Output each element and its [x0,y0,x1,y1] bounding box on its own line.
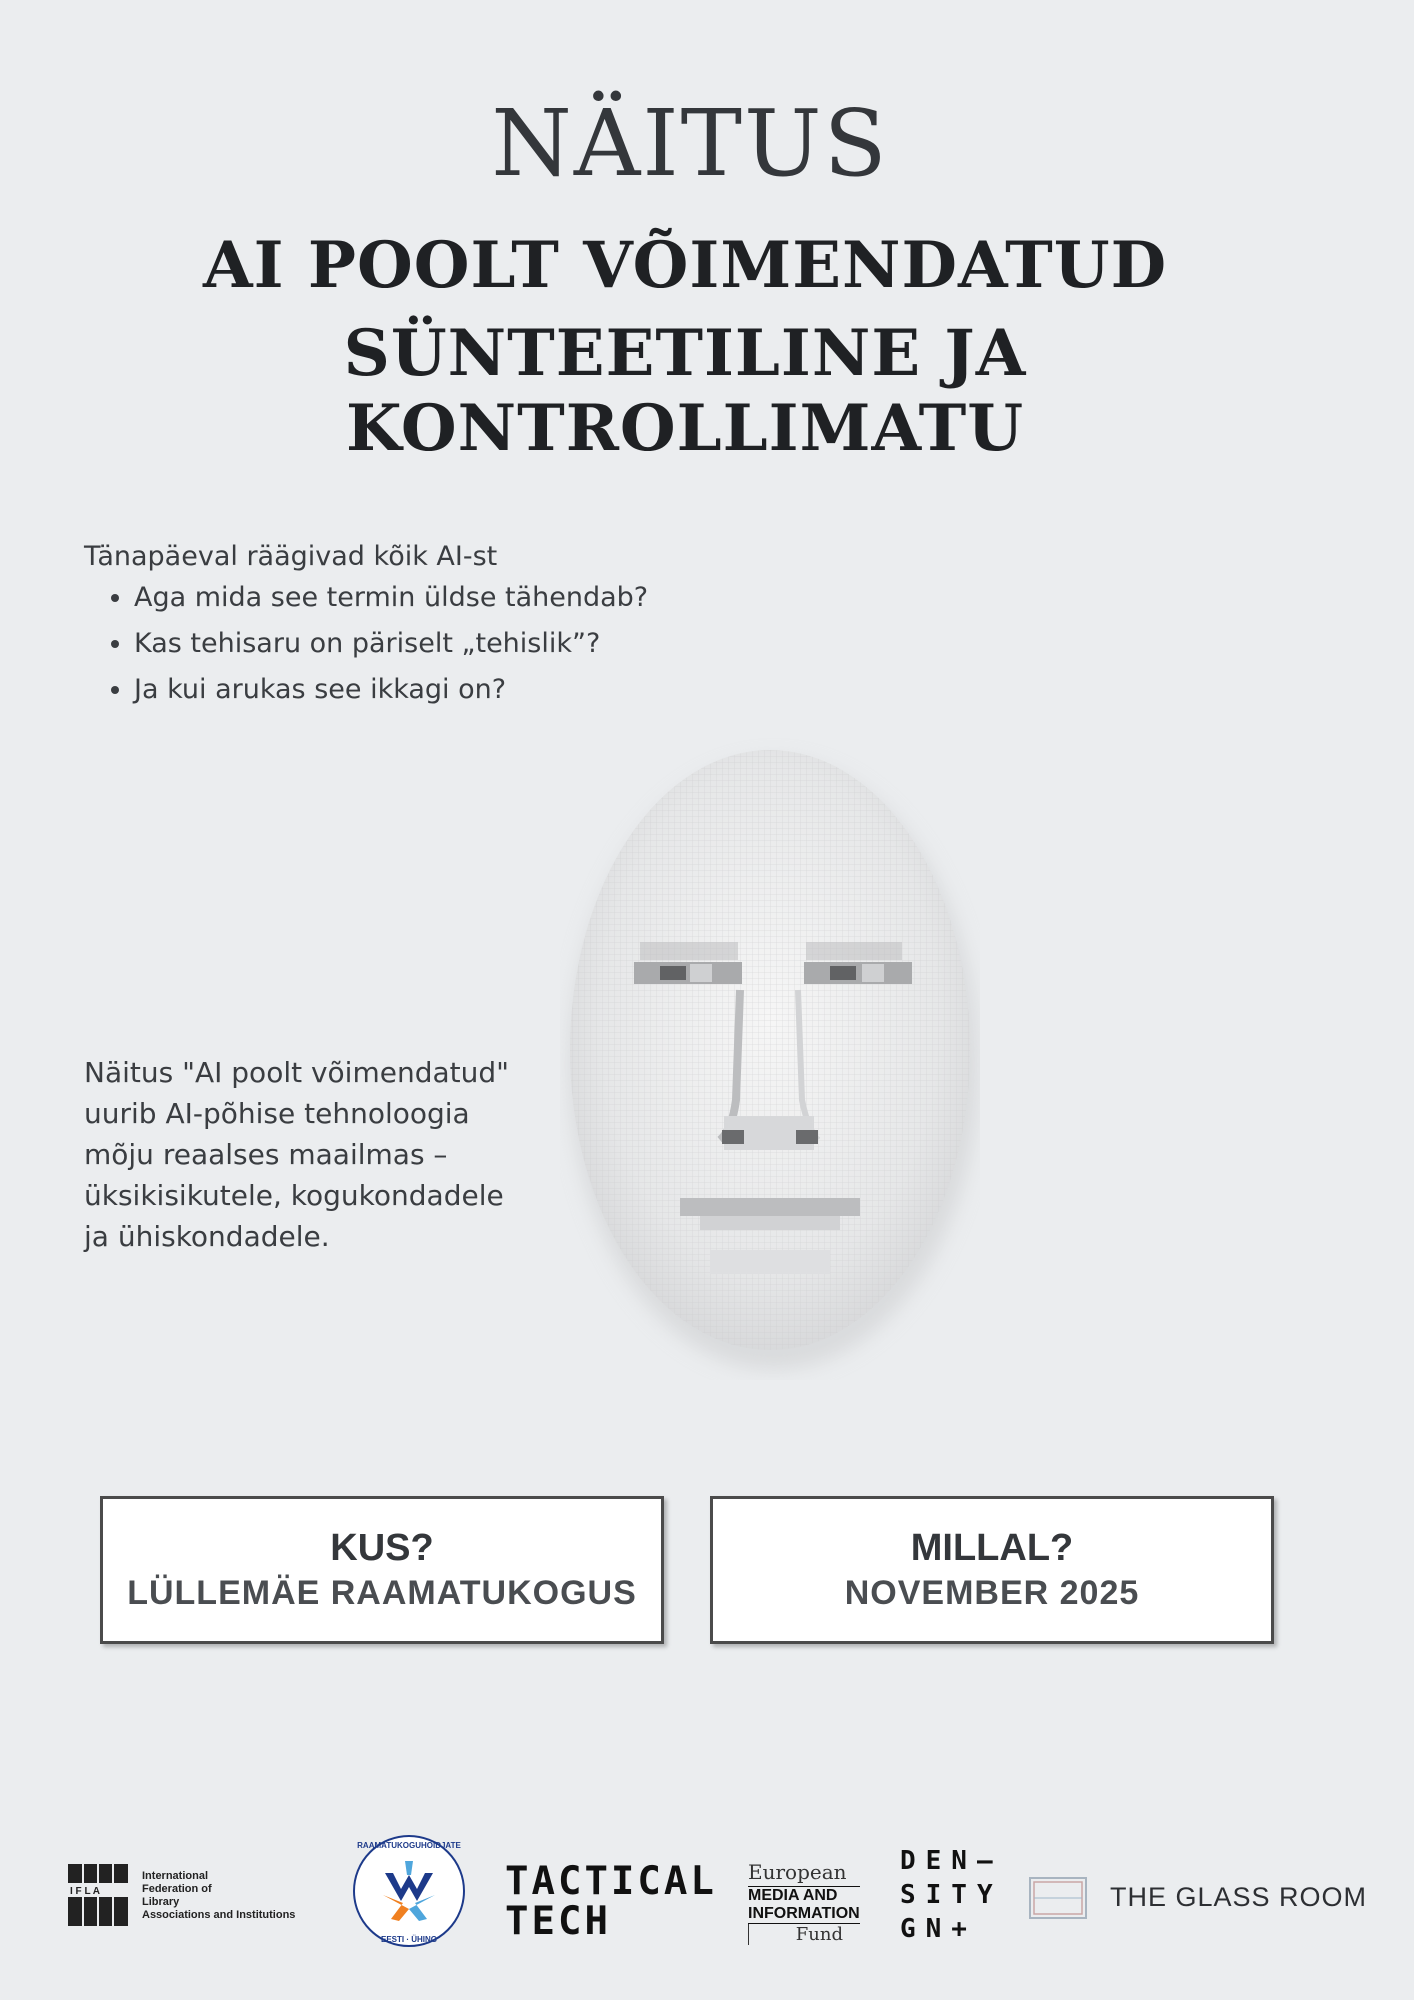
emif-line: INFORMATION [748,1905,860,1922]
description-line: uurib AI-põhise tehnoloogia [84,1097,470,1130]
list-item: • Aga mida see termin üldse tähendab? [134,582,684,613]
exhibition-description [84,1052,554,1257]
emif-line: MEDIA AND [748,1887,838,1904]
tactical-tech-logo [505,1859,717,1944]
date-label: MILLAL? [910,1527,1074,1569]
description-line: ja ühiskondadele. [84,1220,330,1253]
tactical-tech-line: TACTICAL [505,1859,717,1904]
description-line: Näitus "AI poolt võimendatud" [84,1056,510,1089]
ifla-grid-icon [68,1864,128,1926]
eyebrow-title: NÄITUS [491,90,889,197]
ifla-text-line: Library [142,1896,180,1908]
description-line: mõju reaalses maailmas – [84,1138,448,1171]
ifla-text-line: Associations and Institutions [142,1909,296,1921]
eru-seal-icon [350,1832,468,1950]
location-box [100,1496,664,1644]
density-design-logo [900,1844,1003,1946]
density-line: SITY [900,1880,1003,1910]
emif-bold-block [748,1886,860,1924]
glass-room-frame-icon [1028,1876,1088,1920]
sponsor-logos [0,1820,1414,1960]
ifla-logo [68,1864,318,1934]
location-label: KUS? [330,1527,434,1569]
glass-room-text: THE GLASS ROOM [1110,1882,1368,1912]
ifla-text [142,1870,295,1922]
list-item: • Ja kui arukas see ikkagi on? [134,674,684,705]
svg-text:I F L A: I F L A [70,1886,100,1897]
ifla-text-line: International [142,1870,209,1882]
svg-text:RAAMATUKOGUHOIDJATE: RAAMATUKOGUHOIDJATE [357,1841,461,1850]
date-value: NOVEMBER 2025 [844,1574,1140,1612]
title-line-2: SÜNTEETILINE JA KONTROLLIMATU [343,316,1027,466]
description-line: üksikisikutele, kogukondadele [84,1179,504,1212]
svg-text:EESTI · ÜHING: EESTI · ÜHING [380,1935,438,1944]
list-item: • Kas tehisaru on päriselt „tehislik”? [134,628,684,659]
emif-line: European [748,1860,847,1884]
date-box [710,1496,1274,1644]
emif-logo [748,1860,860,1945]
ifla-text-line: Federation of [142,1883,212,1895]
location-value: LÜLLEMÄE RAAMATUKOGUS [127,1574,637,1612]
tactical-tech-line: TECH [505,1899,611,1944]
intro-lead: Tänapäeval räägivad kõik AI-st [84,541,498,572]
emif-line: Fund [748,1924,849,1945]
ai-face-illustration [560,720,980,1380]
intro-section [84,541,684,720]
density-line: DEN– [900,1846,1003,1876]
title-line-1: AI POOLT VÕIMENDATUD [202,228,1168,303]
intro-question-list [84,582,684,705]
density-line: GN+ [900,1914,977,1944]
